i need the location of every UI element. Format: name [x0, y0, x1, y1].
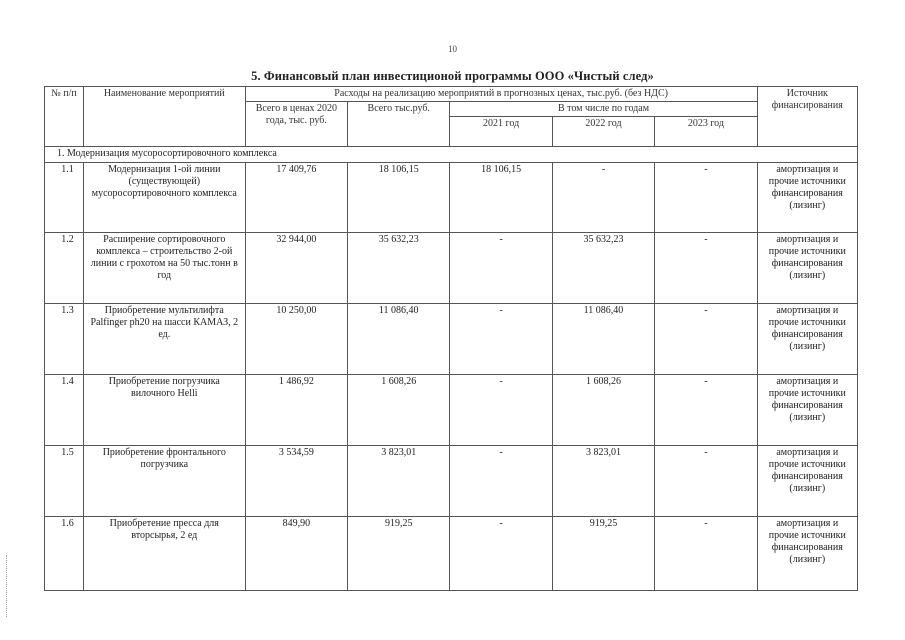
table-row — [45, 162, 858, 232]
table-row — [45, 516, 858, 590]
row-2022: 11 086,40 — [552, 303, 654, 374]
row-source: амортизация и прочие источники финансирования (лизинг) — [757, 162, 857, 232]
row-2022: 1 608,26 — [552, 374, 654, 445]
row-source: амортизация и прочие источники финансирования (лизинг) — [757, 303, 857, 374]
row-2021: - — [450, 303, 552, 374]
row-total-2020: 17 409,76 — [245, 162, 347, 232]
row-name: Приобретение фронтального погрузчика — [83, 445, 245, 516]
row-2023: - — [655, 374, 757, 445]
row-no: 1.4 — [45, 374, 84, 445]
row-2021: - — [450, 232, 552, 303]
section-row — [45, 147, 858, 162]
section-title: 1. Модернизация мусоросортировочного комплекса — [45, 147, 858, 162]
row-2023: - — [655, 162, 757, 232]
row-name: Модернизация 1-ой линии (существующей) мусоросортировочного комплекса — [83, 162, 245, 232]
header-source: Источник финансирования — [757, 87, 857, 147]
table-row — [45, 232, 858, 303]
row-2023: - — [655, 303, 757, 374]
row-2022: 919,25 — [552, 516, 654, 590]
header-by-years: В том числе по годам — [450, 102, 757, 117]
row-2021: 18 106,15 — [450, 162, 552, 232]
row-no: 1.1 — [45, 162, 84, 232]
row-total: 3 823,01 — [348, 445, 450, 516]
header-total-2020: Всего в ценах 2020 года, тыс. руб. — [245, 102, 347, 147]
page-number: 10 — [448, 44, 457, 54]
row-2023: - — [655, 445, 757, 516]
row-source: амортизация и прочие источники финансирования (лизинг) — [757, 445, 857, 516]
table-row — [45, 303, 858, 374]
row-total: 35 632,23 — [348, 232, 450, 303]
header-total: Всего тыс.руб. — [348, 102, 450, 147]
table-row — [45, 374, 858, 445]
row-2022: 3 823,01 — [552, 445, 654, 516]
header-2023: 2023 год — [655, 117, 757, 147]
row-total-2020: 1 486,92 — [245, 374, 347, 445]
document-title: 5. Финансовый план инвестиционой программы ООО «Чистый след» — [251, 69, 654, 83]
table-row — [45, 445, 858, 516]
row-2021: - — [450, 445, 552, 516]
row-source: амортизация и прочие источники финансирования (лизинг) — [757, 374, 857, 445]
header-row-1 — [45, 87, 858, 102]
row-source: амортизация и прочие источники финансирования (лизинг) — [757, 516, 857, 590]
row-source: амортизация и прочие источники финансирования (лизинг) — [757, 232, 857, 303]
row-total-2020: 10 250,00 — [245, 303, 347, 374]
row-name: Расширение сортировочного комплекса – строительство 2-ой линии с грохотом на 50 тыс.тонн в год — [83, 232, 245, 303]
header-2022: 2022 год — [552, 117, 654, 147]
row-total-2020: 3 534,59 — [245, 445, 347, 516]
scan-margin-mark — [6, 555, 9, 617]
row-name: Приобретение пресса для вторсырья, 2 ед — [83, 516, 245, 590]
header-2021: 2021 год — [450, 117, 552, 147]
header-expenses: Расходы на реализацию мероприятий в прогнозных ценах, тыс.руб. (без НДС) — [245, 87, 757, 102]
row-2023: - — [655, 232, 757, 303]
row-2022: - — [552, 162, 654, 232]
row-total: 11 086,40 — [348, 303, 450, 374]
row-2022: 35 632,23 — [552, 232, 654, 303]
row-2023: - — [655, 516, 757, 590]
row-no: 1.3 — [45, 303, 84, 374]
row-total-2020: 32 944,00 — [245, 232, 347, 303]
row-total: 1 608,26 — [348, 374, 450, 445]
row-name: Приобретение погрузчика вилочного Helli — [83, 374, 245, 445]
row-no: 1.5 — [45, 445, 84, 516]
row-name: Приобретение мультилифта Palfinger ph20 на шасси КАМАЗ, 2 ед. — [83, 303, 245, 374]
header-no: № п/п — [45, 87, 84, 147]
row-no: 1.6 — [45, 516, 84, 590]
financial-plan-table — [44, 86, 858, 591]
header-name: Наименование мероприятий — [83, 87, 245, 147]
row-total-2020: 849,90 — [245, 516, 347, 590]
row-2021: - — [450, 516, 552, 590]
row-no: 1.2 — [45, 232, 84, 303]
row-2021: - — [450, 374, 552, 445]
row-total: 18 106,15 — [348, 162, 450, 232]
row-total: 919,25 — [348, 516, 450, 590]
